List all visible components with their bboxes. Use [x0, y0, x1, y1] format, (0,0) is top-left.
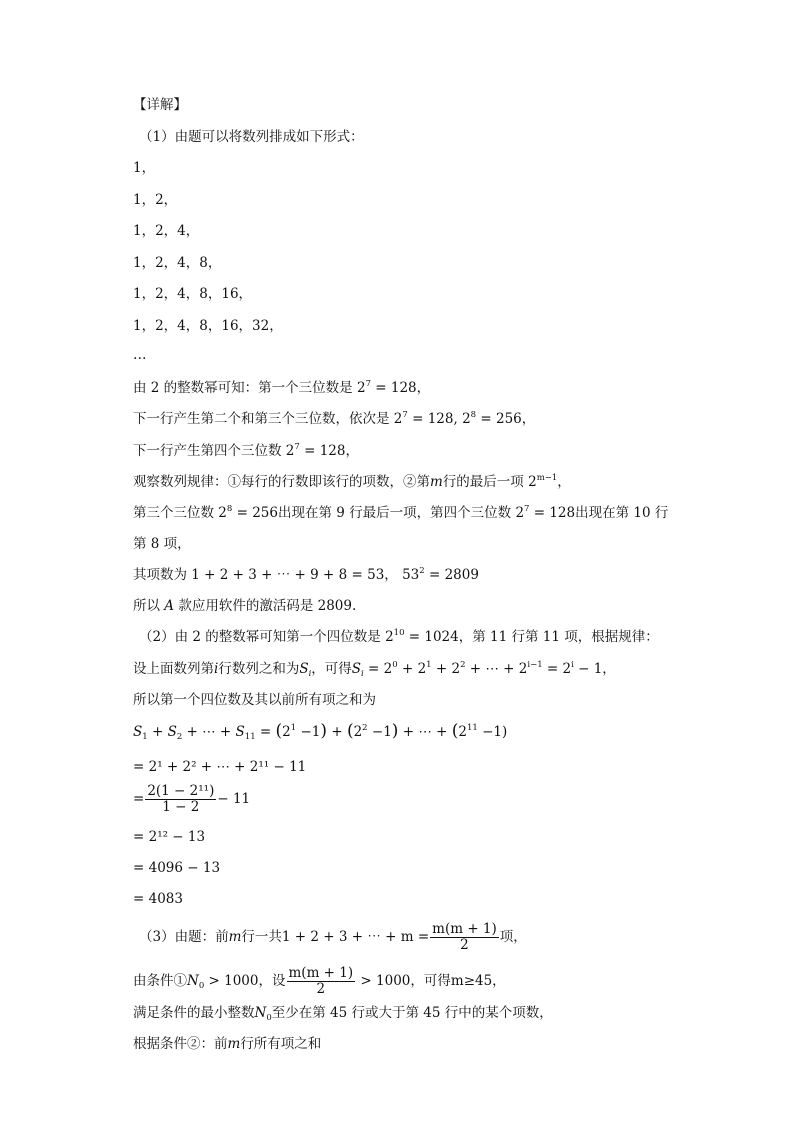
- part1-intro: （1）由题可以将数列排成如下形式：: [139, 129, 364, 145]
- part2-equation-3: = $\frac{\text{2(1 − 2¹¹)}}{1 - 2}$ − 11: [133, 783, 251, 815]
- part2-equation-4: = 2¹² − 13: [133, 829, 206, 845]
- part2-equation-5: = 4096 − 13: [133, 860, 221, 876]
- part1-line-h: 所以 A 款应用软件的激活码是 2809.: [133, 598, 357, 614]
- part2-line-c: 所以第一个四位数及其以前所有项之和为: [133, 692, 376, 708]
- part1-line-e: 第三个三位数 $2^8 = 256$出现在第 9 行最后一项，第四个三位数 $2^7 = 128$出现在第 10 行: [133, 504, 669, 521]
- sequence-row-1: 1，: [133, 160, 156, 176]
- part2-equation-2: = 2¹ + 2² + ⋯ + 2¹¹ − 11: [133, 759, 307, 775]
- sequence-row-5: 1，2，4，8，16，: [133, 286, 253, 302]
- part1-line-c: 下一行产生第四个三位数 $2^7 = 128$，: [133, 442, 359, 459]
- part3-line-c: 满足条件的最小整数$N_0$至少在第 45 行或大于第 45 行中的某个项数，: [133, 1005, 553, 1023]
- part3-line-b: 由条件$①N_0 > 1000$，设 $\frac{m(m + 1)}{2}$ > 1000，可得m≥45，: [133, 965, 506, 997]
- sequence-row-6: 1，2，4，8，16，32，: [133, 318, 283, 334]
- part2-line-b: 设上面数列第i行数列之和为$S_i$，可得$S_i = 2^0 + 2^1 + 2^2$ + ⋯ + $2^{i-1} = 2^i - 1$，: [133, 660, 616, 679]
- sequence-row-4: 1，2，4，8，: [133, 255, 222, 271]
- part3-line-d: 根据条件②：前m行所有项之和: [133, 1036, 322, 1052]
- part3-line-a: （3）由题：前m行一共1 + 2 + 3 + ⋯ + m = $\frac{m(m + 1)}{2}$ 项，: [139, 921, 527, 953]
- part1-line-g: 其项数为 1 + 2 + 3 + ⋯ + 9 + 8 = 53， $53^2 = 2809$: [133, 566, 479, 583]
- sequence-ellipsis: …: [133, 347, 147, 363]
- part2-line-a: （2）由 2 的整数幂可知第一个四位数是 $2^{10} = 1024$，第 11 行第 11 项，根据规律：: [139, 628, 659, 645]
- part1-line-d: 观察数列规律：①每行的行数即该行的项数，②第m行的最后一项 $2^{m-1}$，: [133, 473, 571, 490]
- sequence-row-2: 1，2，: [133, 192, 178, 208]
- part1-line-a: 由 2 的整数幂可知：第一个三位数是 $2^7 = 128$，: [133, 379, 431, 396]
- part2-equation-1: $S_1 + S_2$ + ⋯ + $S_{11} = (2^1 -1) + (2^2 -1)$ + ⋯ + $(2^{11} -1)$: [133, 721, 508, 742]
- section-heading: 【详解】: [133, 97, 187, 113]
- part1-line-f: 第 8 项，: [133, 536, 191, 552]
- part1-line-b: 下一行产生第二个和第三个三位数，依次是 $2^7 = 128$, $2^8 = 256$，: [133, 410, 536, 427]
- sequence-row-3: 1，2，4，: [133, 223, 200, 239]
- part2-equation-6: = 4083: [133, 891, 183, 907]
